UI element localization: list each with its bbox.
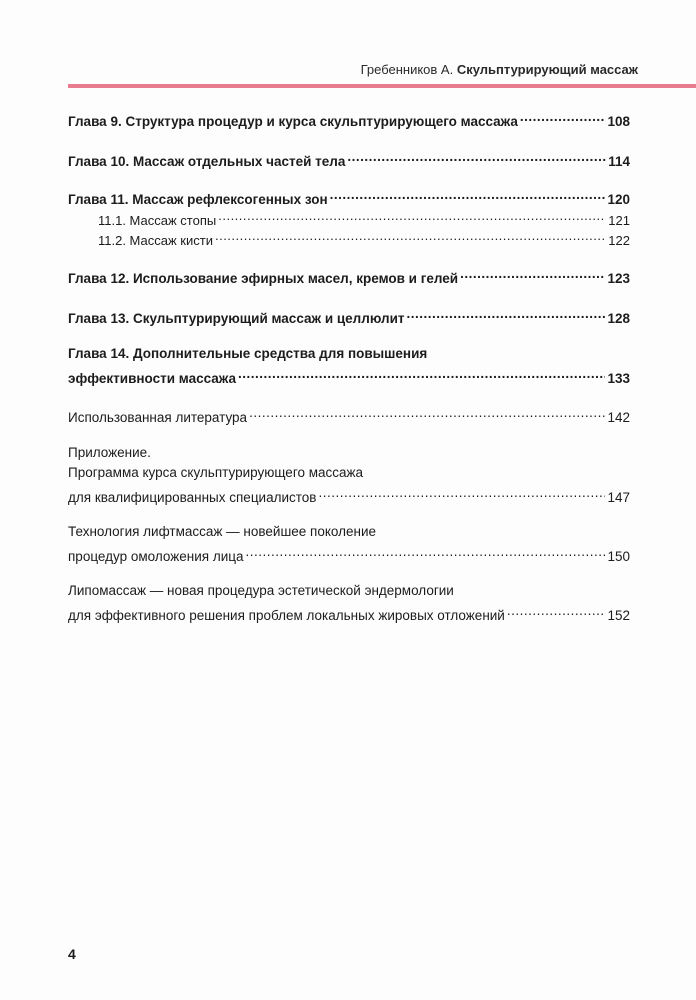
dot-leader [347,148,606,166]
toc-entry-literature[interactable] [68,404,630,427]
toc-entry-chapter-11[interactable] [68,186,630,209]
toc-entry-page: 114 [608,154,630,169]
toc-entry-title-line-1: Технология лифтмассаж — новейшее поколение [68,524,377,539]
toc-entry-title: 11.1. Массаж стопы [98,213,217,228]
dot-leader [218,207,606,225]
page-number: 4 [68,946,76,962]
toc-entry-page: 128 [607,311,630,326]
toc-entry-page: 147 [607,490,630,505]
toc-entry-page: 122 [608,233,630,248]
toc-entry-title: Глава 11. Массаж рефлексогенных зон [68,192,328,207]
dot-leader [460,265,605,283]
toc-entry-title: Глава 12. Использование эфирных масел, кремов и гелей [68,271,459,286]
toc-entry-chapter-13[interactable] [68,305,630,328]
toc-entry-title-line-1: Липомассаж — новая процедура эстетической эндермологии [68,583,454,598]
toc-entry-page: 108 [607,114,630,129]
toc-entry-title-line-1: Глава 14. Дополнительные средства для повышения [68,346,428,361]
dot-leader [318,484,605,502]
toc-entry-liftmassage[interactable] [68,523,630,566]
toc-entry-page: 142 [607,410,630,425]
toc-entry-chapter-14[interactable] [68,345,630,388]
toc-entry-page: 150 [607,549,630,564]
toc-entry-page: 120 [607,192,630,207]
dot-leader [407,305,606,323]
dot-leader [238,365,605,383]
dot-leader [520,108,606,126]
toc-entry-title-line-3: для квалифицированных специалистов [68,490,317,505]
toc-entry-page: 123 [607,271,630,286]
toc-entry-chapter-10[interactable] [68,148,630,171]
toc-entry-title: Глава 10. Массаж отдельных частей тела [68,154,346,169]
toc-entry-title-line-2: для эффективного решения проблем локальных жировых отложений [68,608,505,623]
header-title: Скульптурирующий массаж [456,62,638,77]
toc-entry-title-line-2: эффективности массажа [68,371,237,386]
toc-entry-title: Глава 9. Структура процедур и курса скульптурирующего массажа [68,114,518,129]
toc-entry-title: Глава 13. Скульптурирующий массаж и целлюлит [68,311,405,326]
toc-entry-chapter-9[interactable] [68,108,630,131]
header-rule [68,84,696,88]
toc-entry-appendix[interactable] [68,444,630,507]
dot-leader [249,404,605,422]
toc-entry-lipomassage[interactable] [68,582,630,625]
toc-entry-title-line-2: процедур омоложения лица [68,549,244,564]
toc-entry-title: 11.2. Массаж кисти [98,233,213,248]
dot-leader [507,602,606,620]
toc-entry-title: Использованная литература [68,410,248,425]
header-author: Гребенников А. [360,62,454,77]
running-header [68,62,638,77]
toc-entry-title-line-1: Приложение. [68,445,151,460]
dot-leader [330,186,606,204]
toc-entry-page: 152 [607,608,630,623]
toc-entry-chapter-12[interactable] [68,265,630,288]
toc-entry-page: 121 [608,213,630,228]
toc-entry-section-11-2[interactable] [68,227,630,250]
toc-entry-page: 133 [607,371,630,386]
dot-leader [215,227,606,245]
toc-entry-title-line-2: Программа курса скульптурирующего массажа [68,465,364,480]
dot-leader [246,543,606,561]
